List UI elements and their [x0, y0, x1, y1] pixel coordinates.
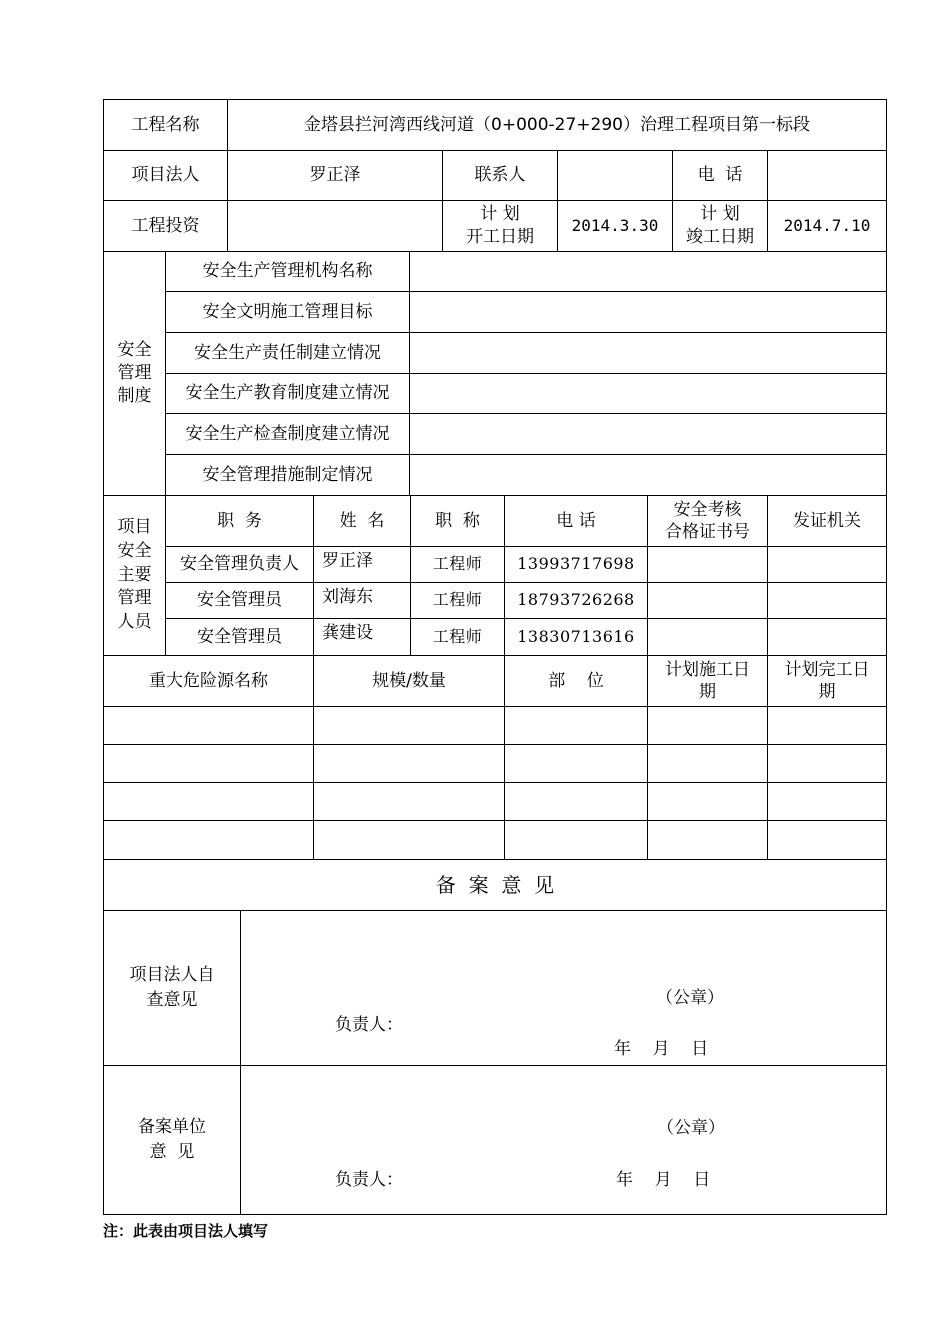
staff-issuer[interactable] — [768, 583, 886, 618]
safety-item-education: 安全生产教育制度建立情况 — [185, 383, 390, 404]
staff-phone: 18793726268 — [517, 590, 635, 610]
safety-item-inspection: 安全生产检查制度建立情况 — [185, 423, 390, 444]
hazard-header-planned-start: 计划施工日 期 — [665, 659, 750, 702]
hazard-row[interactable] — [104, 783, 886, 820]
hazard-header-scale: 规模/数量 — [372, 670, 446, 691]
staff-header-title: 职 称 — [435, 510, 480, 531]
staff-cert[interactable] — [648, 583, 767, 618]
filing-opinion-title: 备 案 意 见 — [435, 873, 555, 897]
contact-value[interactable] — [558, 151, 672, 200]
self-check-signer: 负责人： — [335, 1014, 403, 1035]
safety-item-civil-target: 安全文明施工管理目标 — [202, 301, 373, 322]
staff-title: 工程师 — [432, 554, 483, 574]
legal-person-label: 项目法人 — [131, 165, 200, 186]
contact-label: 联系人 — [474, 165, 526, 186]
project-name-label: 工程名称 — [131, 114, 200, 135]
planned-finish-date: 2014.7.10 — [783, 215, 871, 235]
investment-value[interactable] — [228, 201, 442, 251]
legal-person-value: 罗正泽 — [309, 165, 361, 186]
safety-item-responsibility: 安全生产责任制建立情况 — [194, 342, 381, 363]
staff-phone: 13993717698 — [517, 554, 635, 574]
staff-header-phone: 电 话 — [556, 510, 596, 531]
hazard-header-planned-finish: 计划完工日 期 — [784, 659, 870, 702]
self-check-seal: （公章） — [656, 987, 724, 1008]
safety-item-measures: 安全管理措施制定情况 — [202, 464, 373, 485]
staff-title: 工程师 — [432, 590, 483, 610]
hazard-row[interactable] — [104, 745, 886, 782]
hazard-header-location: 部 位 — [548, 670, 604, 691]
self-check-label: 项目法人自 查意见 — [129, 965, 215, 1010]
safety-system-section-label: 安全 管理 制度 — [117, 340, 152, 406]
hazard-header-name: 重大危险源名称 — [149, 670, 268, 691]
staff-name: 罗正泽 — [322, 551, 373, 572]
staff-header-role: 职 务 — [217, 510, 262, 531]
self-check-opinion-area[interactable] — [241, 911, 886, 1065]
safety-item-org-name: 安全生产管理机构名称 — [202, 261, 373, 282]
filing-unit-seal: （公章） — [657, 1117, 725, 1138]
planned-start-label: 计 划 开工日期 — [466, 204, 534, 247]
staff-cert[interactable] — [648, 619, 767, 655]
staff-cert[interactable] — [648, 547, 767, 582]
filing-unit-date: 年 月 日 — [616, 1169, 711, 1190]
staff-name: 刘海东 — [322, 587, 373, 608]
phone-value[interactable] — [768, 151, 886, 200]
staff-header-issuer: 发证机关 — [793, 510, 861, 531]
hazard-row[interactable] — [104, 821, 886, 859]
staff-issuer[interactable] — [768, 619, 886, 655]
staff-role: 安全管理员 — [197, 590, 282, 611]
safety-staff-section-label: 项目 安全 主要 管理 人员 — [117, 517, 152, 633]
staff-name: 龚建设 — [322, 623, 373, 644]
project-name-value: 金塔县拦河湾西线河道（0+000-27+290）治理工程项目第一标段 — [304, 114, 810, 135]
filing-unit-label: 备案单位 意 见 — [138, 1117, 206, 1162]
staff-issuer[interactable] — [768, 547, 886, 582]
staff-header-name: 姓 名 — [339, 510, 385, 531]
staff-title: 工程师 — [432, 626, 483, 646]
form-note: 注：此表由项目法人填写 — [103, 1222, 269, 1240]
planned-finish-label: 计 划 竣工日期 — [686, 204, 754, 247]
filing-unit-signer: 负责人： — [335, 1169, 403, 1190]
investment-label: 工程投资 — [131, 215, 200, 236]
staff-role: 安全管理员 — [197, 626, 282, 647]
staff-phone: 13830713616 — [517, 626, 635, 646]
phone-label: 电 话 — [697, 165, 743, 186]
staff-header-cert: 安全考核 合格证书号 — [665, 499, 750, 542]
hazard-row[interactable] — [104, 707, 886, 744]
self-check-date: 年 月 日 — [614, 1038, 709, 1059]
staff-role: 安全管理负责人 — [180, 554, 299, 575]
planned-start-date: 2014.3.30 — [571, 215, 659, 235]
